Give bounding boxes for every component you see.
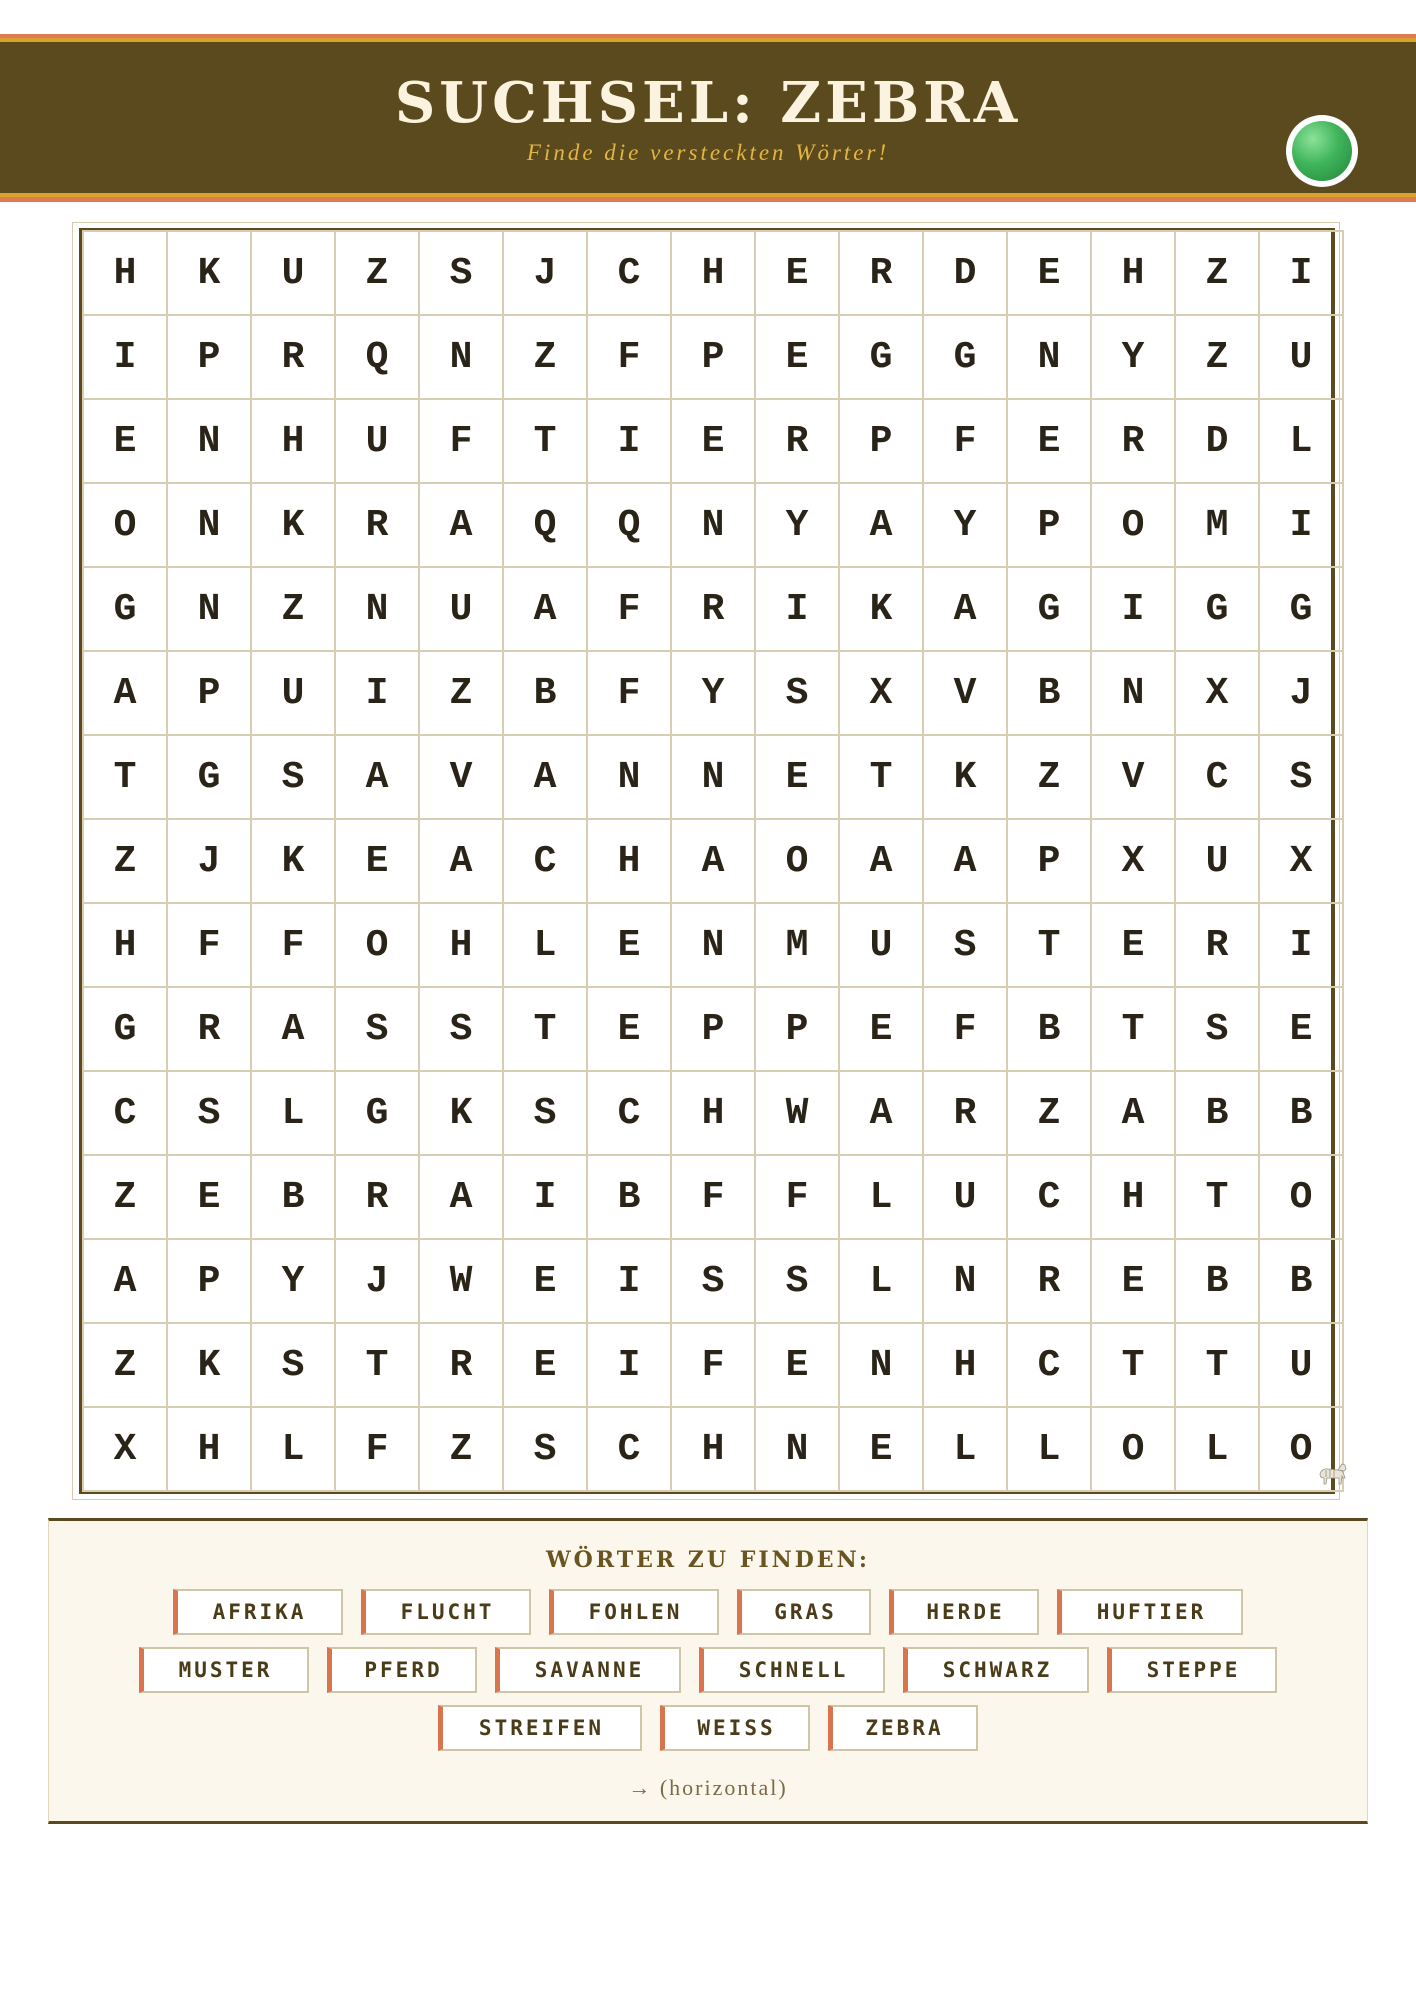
word-row <box>49 1589 1367 1635</box>
grid-cell[interactable]: B <box>1260 1072 1344 1156</box>
grid-cell[interactable]: F <box>672 1324 756 1408</box>
grid-cell[interactable]: M <box>1176 484 1260 568</box>
grid-cell[interactable]: B <box>1260 1240 1344 1324</box>
word-chip: HERDE <box>889 1589 1039 1635</box>
grid-cell[interactable]: N <box>168 400 252 484</box>
grid-cell[interactable]: A <box>84 652 168 736</box>
grid-cell[interactable]: E <box>672 400 756 484</box>
word-list-panel <box>48 1518 1368 1824</box>
grid-cell[interactable]: H <box>588 820 672 904</box>
grid-cell[interactable]: Q <box>504 484 588 568</box>
grid-cell[interactable]: F <box>756 1156 840 1240</box>
grid-cell[interactable]: E <box>756 316 840 400</box>
grid-cell[interactable]: Z <box>420 1408 504 1492</box>
grid-cell[interactable]: N <box>168 484 252 568</box>
grid-cell[interactable]: Z <box>252 568 336 652</box>
grid-cell[interactable]: O <box>756 820 840 904</box>
grid-cell[interactable]: A <box>840 1072 924 1156</box>
grid-cell[interactable]: T <box>1008 904 1092 988</box>
grid-cell[interactable]: S <box>1260 736 1344 820</box>
grid-cell[interactable]: E <box>1260 988 1344 1072</box>
grid-cell[interactable]: E <box>840 1408 924 1492</box>
word-chip: GRAS <box>737 1589 871 1635</box>
grid-cell[interactable]: K <box>924 736 1008 820</box>
grid-cell[interactable]: S <box>756 652 840 736</box>
grid-cell[interactable]: N <box>840 1324 924 1408</box>
grid-cell[interactable]: N <box>420 316 504 400</box>
grid-cell[interactable]: A <box>840 484 924 568</box>
grid-cell[interactable]: H <box>924 1324 1008 1408</box>
grid-cell[interactable]: L <box>252 1408 336 1492</box>
grid-cell[interactable]: Z <box>1008 1072 1092 1156</box>
grid-cell[interactable]: E <box>168 1156 252 1240</box>
grid-cell[interactable]: N <box>168 568 252 652</box>
grid-cell[interactable]: R <box>672 568 756 652</box>
grid-cell[interactable]: V <box>1092 736 1176 820</box>
grid-cell[interactable]: S <box>504 1072 588 1156</box>
grid-cell[interactable]: A <box>336 736 420 820</box>
grid-cell[interactable]: H <box>252 400 336 484</box>
grid-cell[interactable]: G <box>1260 568 1344 652</box>
grid-cell[interactable]: A <box>420 1156 504 1240</box>
word-chip: AFRIKA <box>173 1589 343 1635</box>
grid-cell[interactable]: A <box>252 988 336 1072</box>
grid-cell[interactable]: I <box>504 1156 588 1240</box>
grid-cell[interactable]: O <box>1092 1408 1176 1492</box>
grid-cell[interactable]: P <box>756 988 840 1072</box>
grid-cell[interactable]: S <box>252 1324 336 1408</box>
grid-cell[interactable]: F <box>588 652 672 736</box>
grid-cell[interactable]: A <box>924 820 1008 904</box>
grid-cell[interactable]: L <box>840 1240 924 1324</box>
grid-cell[interactable]: R <box>1008 1240 1092 1324</box>
grid-cell[interactable]: S <box>924 904 1008 988</box>
grid-cell[interactable]: I <box>84 316 168 400</box>
grid-cell[interactable]: E <box>840 988 924 1072</box>
word-chip: ZEBRA <box>828 1705 978 1751</box>
grid-cell[interactable]: I <box>1092 568 1176 652</box>
grid-cell[interactable]: K <box>840 568 924 652</box>
grid-cell[interactable]: N <box>924 1240 1008 1324</box>
grid-cell[interactable]: F <box>588 316 672 400</box>
grid-cell[interactable]: P <box>168 316 252 400</box>
grid-cell[interactable]: G <box>336 1072 420 1156</box>
grid-cell[interactable]: Y <box>1092 316 1176 400</box>
grid-cell[interactable]: B <box>1008 988 1092 1072</box>
grid-cell[interactable]: B <box>1008 652 1092 736</box>
grid-cell[interactable]: N <box>672 484 756 568</box>
grid-cell[interactable]: L <box>1008 1408 1092 1492</box>
grid-cell[interactable]: K <box>420 1072 504 1156</box>
grid-cell[interactable]: R <box>1176 904 1260 988</box>
word-row <box>49 1647 1367 1693</box>
grid-cell[interactable]: V <box>420 736 504 820</box>
grid-cell[interactable]: A <box>504 736 588 820</box>
grid-cell[interactable]: P <box>1008 820 1092 904</box>
grid-cell[interactable]: F <box>672 1156 756 1240</box>
grid-cell[interactable]: J <box>168 820 252 904</box>
grid-cell[interactable]: T <box>1176 1324 1260 1408</box>
grid-cell[interactable]: U <box>420 568 504 652</box>
grid-cell[interactable]: H <box>84 904 168 988</box>
word-chip: FOHLEN <box>549 1589 719 1635</box>
word-chip: STREIFEN <box>438 1705 642 1751</box>
grid-cell[interactable]: R <box>1092 400 1176 484</box>
grid-cell[interactable]: C <box>504 820 588 904</box>
grid-cell[interactable]: I <box>756 568 840 652</box>
grid-cell[interactable]: Z <box>1176 316 1260 400</box>
grid-cell[interactable]: R <box>252 316 336 400</box>
grid-cell[interactable]: T <box>840 736 924 820</box>
word-chip: MUSTER <box>139 1647 309 1693</box>
grid-cell[interactable]: M <box>756 904 840 988</box>
grid-cell[interactable]: K <box>168 1324 252 1408</box>
grid-cell[interactable]: Y <box>252 1240 336 1324</box>
grid-cell[interactable]: I <box>336 652 420 736</box>
grid-cell[interactable]: X <box>1260 820 1344 904</box>
grid-cell[interactable]: L <box>504 904 588 988</box>
grid-cell[interactable]: L <box>840 1156 924 1240</box>
header-banner <box>0 34 1416 202</box>
grid-cell[interactable]: G <box>1176 568 1260 652</box>
grid-cell[interactable]: P <box>168 652 252 736</box>
grid-cell[interactable]: P <box>672 316 756 400</box>
grid-cell[interactable]: A <box>924 568 1008 652</box>
grid-cell[interactable]: T <box>504 400 588 484</box>
grid-cell[interactable]: U <box>840 904 924 988</box>
grid-cell[interactable]: W <box>756 1072 840 1156</box>
word-chip: PFERD <box>327 1647 477 1693</box>
grid-cell[interactable]: C <box>588 1072 672 1156</box>
grid-cell[interactable]: E <box>84 400 168 484</box>
grid-cell[interactable]: Q <box>588 484 672 568</box>
grid-cell[interactable]: I <box>588 1324 672 1408</box>
grid-cell[interactable]: X <box>1092 820 1176 904</box>
word-chip: SCHWARZ <box>903 1647 1089 1693</box>
grid-cell[interactable]: I <box>588 400 672 484</box>
green-circle-icon <box>1286 115 1358 187</box>
grid-cell[interactable]: Z <box>84 1324 168 1408</box>
grid-cell[interactable]: H <box>672 232 756 316</box>
zebra-icon <box>1312 1458 1350 1496</box>
grid-cell[interactable]: Z <box>336 232 420 316</box>
grid-cell[interactable]: E <box>756 1324 840 1408</box>
grid-cell[interactable]: F <box>252 904 336 988</box>
grid-cell[interactable]: B <box>252 1156 336 1240</box>
grid-cell[interactable]: S <box>1176 988 1260 1072</box>
grid-cell[interactable]: N <box>672 904 756 988</box>
grid-cell[interactable]: Z <box>504 316 588 400</box>
word-chip: HUFTIER <box>1057 1589 1243 1635</box>
grid-cell[interactable]: A <box>420 820 504 904</box>
grid-cell[interactable]: U <box>252 652 336 736</box>
grid-cell[interactable]: C <box>84 1072 168 1156</box>
grid-cell[interactable]: S <box>420 232 504 316</box>
grid-cell[interactable]: S <box>504 1408 588 1492</box>
grid-cell[interactable]: F <box>924 988 1008 1072</box>
grid-cell[interactable]: E <box>1008 232 1092 316</box>
word-chip: STEPPE <box>1107 1647 1277 1693</box>
grid-cell[interactable]: E <box>756 736 840 820</box>
grid-cell[interactable]: Z <box>1008 736 1092 820</box>
grid-cell[interactable]: J <box>504 232 588 316</box>
word-chip: SAVANNE <box>495 1647 681 1693</box>
grid-cell[interactable]: A <box>420 484 504 568</box>
grid-cell[interactable]: H <box>672 1072 756 1156</box>
grid-cell[interactable]: H <box>420 904 504 988</box>
grid-cell[interactable]: C <box>1008 1324 1092 1408</box>
grid-cell[interactable]: T <box>84 736 168 820</box>
grid-cell[interactable]: P <box>1008 484 1092 568</box>
grid-cell[interactable]: H <box>84 232 168 316</box>
grid-cell[interactable]: F <box>168 904 252 988</box>
grid-cell[interactable]: A <box>504 568 588 652</box>
grid-cell[interactable]: C <box>588 232 672 316</box>
grid-cell[interactable]: R <box>756 400 840 484</box>
grid-cell[interactable]: E <box>756 232 840 316</box>
grid-cell[interactable]: R <box>924 1072 1008 1156</box>
grid-cell[interactable]: V <box>924 652 1008 736</box>
grid-cell[interactable]: I <box>588 1240 672 1324</box>
grid-cell[interactable]: Y <box>756 484 840 568</box>
grid-cell[interactable]: N <box>588 736 672 820</box>
grid-cell[interactable]: Z <box>84 1156 168 1240</box>
grid-cell[interactable]: Z <box>420 652 504 736</box>
grid-cell[interactable]: A <box>84 1240 168 1324</box>
direction-note: → (horizontal) <box>628 1775 788 1800</box>
grid-cell[interactable]: U <box>1260 1324 1344 1408</box>
grid-cell[interactable]: H <box>168 1408 252 1492</box>
grid-cell[interactable]: K <box>252 484 336 568</box>
page-subtitle: Finde die versteckten Wörter! <box>526 140 890 165</box>
grid-cell[interactable]: F <box>924 400 1008 484</box>
grid-cell[interactable]: E <box>588 988 672 1072</box>
grid-cell[interactable]: R <box>336 1156 420 1240</box>
grid-cell[interactable]: L <box>252 1072 336 1156</box>
grid-cell[interactable]: J <box>1260 652 1344 736</box>
grid-cell[interactable]: I <box>1260 904 1344 988</box>
grid-cell[interactable]: Q <box>336 316 420 400</box>
grid-cell[interactable]: E <box>504 1324 588 1408</box>
grid-cell[interactable]: N <box>756 1408 840 1492</box>
grid-cell[interactable]: Z <box>1176 232 1260 316</box>
grid-cell[interactable]: I <box>1260 484 1344 568</box>
word-row <box>49 1705 1367 1751</box>
grid-cell[interactable]: Y <box>924 484 1008 568</box>
grid-cell[interactable]: F <box>588 568 672 652</box>
grid-cell[interactable]: U <box>1260 316 1344 400</box>
grid-cell[interactable]: S <box>420 988 504 1072</box>
grid-cell[interactable]: X <box>840 652 924 736</box>
grid-cell[interactable]: G <box>924 316 1008 400</box>
grid-cell[interactable]: C <box>1176 736 1260 820</box>
grid-cell[interactable]: S <box>672 1240 756 1324</box>
grid-cell[interactable]: S <box>252 736 336 820</box>
grid-cell[interactable]: O <box>1092 484 1176 568</box>
grid-cell[interactable]: O <box>1260 1156 1344 1240</box>
grid-cell[interactable]: R <box>840 232 924 316</box>
grid-cell[interactable]: L <box>924 1408 1008 1492</box>
word-chip: WEISS <box>660 1705 810 1751</box>
grid-cell[interactable]: L <box>1260 400 1344 484</box>
grid-cell[interactable]: E <box>1092 1240 1176 1324</box>
grid-cell[interactable]: N <box>336 568 420 652</box>
grid-cell[interactable]: O <box>336 904 420 988</box>
grid-cell[interactable]: O <box>1260 1408 1344 1492</box>
grid-cell[interactable]: B <box>1176 1240 1260 1324</box>
page-title: SUCHSEL: ZEBRA <box>394 70 1022 136</box>
grid-cell[interactable]: P <box>840 400 924 484</box>
grid-cell[interactable]: C <box>588 1408 672 1492</box>
grid-cell[interactable]: T <box>1092 1324 1176 1408</box>
grid-cell[interactable]: I <box>1260 232 1344 316</box>
grid-cell[interactable]: A <box>840 820 924 904</box>
grid-cell[interactable]: W <box>420 1240 504 1324</box>
grid-cell[interactable]: R <box>336 484 420 568</box>
grid-cell[interactable]: F <box>336 1408 420 1492</box>
grid-cell[interactable]: C <box>1008 1156 1092 1240</box>
grid-cell[interactable]: G <box>168 736 252 820</box>
word-chip: SCHNELL <box>699 1647 885 1693</box>
grid-cell[interactable]: B <box>1176 1072 1260 1156</box>
grid-cell[interactable]: H <box>1092 1156 1176 1240</box>
grid-cell[interactable]: B <box>588 1156 672 1240</box>
grid-cell[interactable]: K <box>168 232 252 316</box>
grid-cell[interactable]: G <box>84 568 168 652</box>
grid-cell[interactable]: X <box>1176 652 1260 736</box>
grid-cell[interactable]: E <box>1092 904 1176 988</box>
grid-cell[interactable]: E <box>1008 400 1092 484</box>
grid-cell[interactable]: S <box>756 1240 840 1324</box>
grid-cell[interactable]: T <box>336 1324 420 1408</box>
letter-grid <box>82 230 1344 1492</box>
grid-cell[interactable]: A <box>672 820 756 904</box>
grid-cell[interactable]: U <box>252 232 336 316</box>
grid-cell[interactable]: E <box>336 820 420 904</box>
grid-cell[interactable]: P <box>168 1240 252 1324</box>
grid-cell[interactable]: A <box>1092 1072 1176 1156</box>
word-list-title: WÖRTER ZU FINDEN: <box>545 1547 871 1573</box>
grid-cell[interactable]: B <box>504 652 588 736</box>
grid-cell[interactable]: S <box>336 988 420 1072</box>
grid-cell[interactable]: H <box>672 1408 756 1492</box>
grid-cell[interactable]: N <box>1092 652 1176 736</box>
grid-cell[interactable]: Z <box>84 820 168 904</box>
grid-cell[interactable]: L <box>1176 1408 1260 1492</box>
grid-cell[interactable]: G <box>840 316 924 400</box>
grid-cell[interactable]: P <box>672 988 756 1072</box>
grid-cell[interactable]: R <box>168 988 252 1072</box>
grid-cell[interactable]: T <box>504 988 588 1072</box>
grid-cell[interactable]: J <box>336 1240 420 1324</box>
grid-cell[interactable]: Y <box>672 652 756 736</box>
grid-cell[interactable]: D <box>1176 400 1260 484</box>
word-chip: FLUCHT <box>361 1589 531 1635</box>
grid-cell[interactable]: U <box>336 400 420 484</box>
grid-cell[interactable]: E <box>588 904 672 988</box>
grid-cell[interactable]: U <box>1176 820 1260 904</box>
grid-cell[interactable]: T <box>1092 988 1176 1072</box>
grid-cell[interactable]: N <box>1008 316 1092 400</box>
grid-cell[interactable]: O <box>84 484 168 568</box>
grid-cell[interactable]: R <box>420 1324 504 1408</box>
grid-cell[interactable]: U <box>924 1156 1008 1240</box>
grid-cell[interactable]: D <box>924 232 1008 316</box>
grid-cell[interactable]: N <box>672 736 756 820</box>
grid-cell[interactable]: G <box>1008 568 1092 652</box>
grid-cell[interactable]: S <box>168 1072 252 1156</box>
grid-cell[interactable]: T <box>1176 1156 1260 1240</box>
grid-cell[interactable]: X <box>84 1408 168 1492</box>
grid-cell[interactable]: E <box>504 1240 588 1324</box>
grid-cell[interactable]: F <box>420 400 504 484</box>
grid-cell[interactable]: H <box>1092 232 1176 316</box>
grid-cell[interactable]: K <box>252 820 336 904</box>
grid-cell[interactable]: G <box>84 988 168 1072</box>
